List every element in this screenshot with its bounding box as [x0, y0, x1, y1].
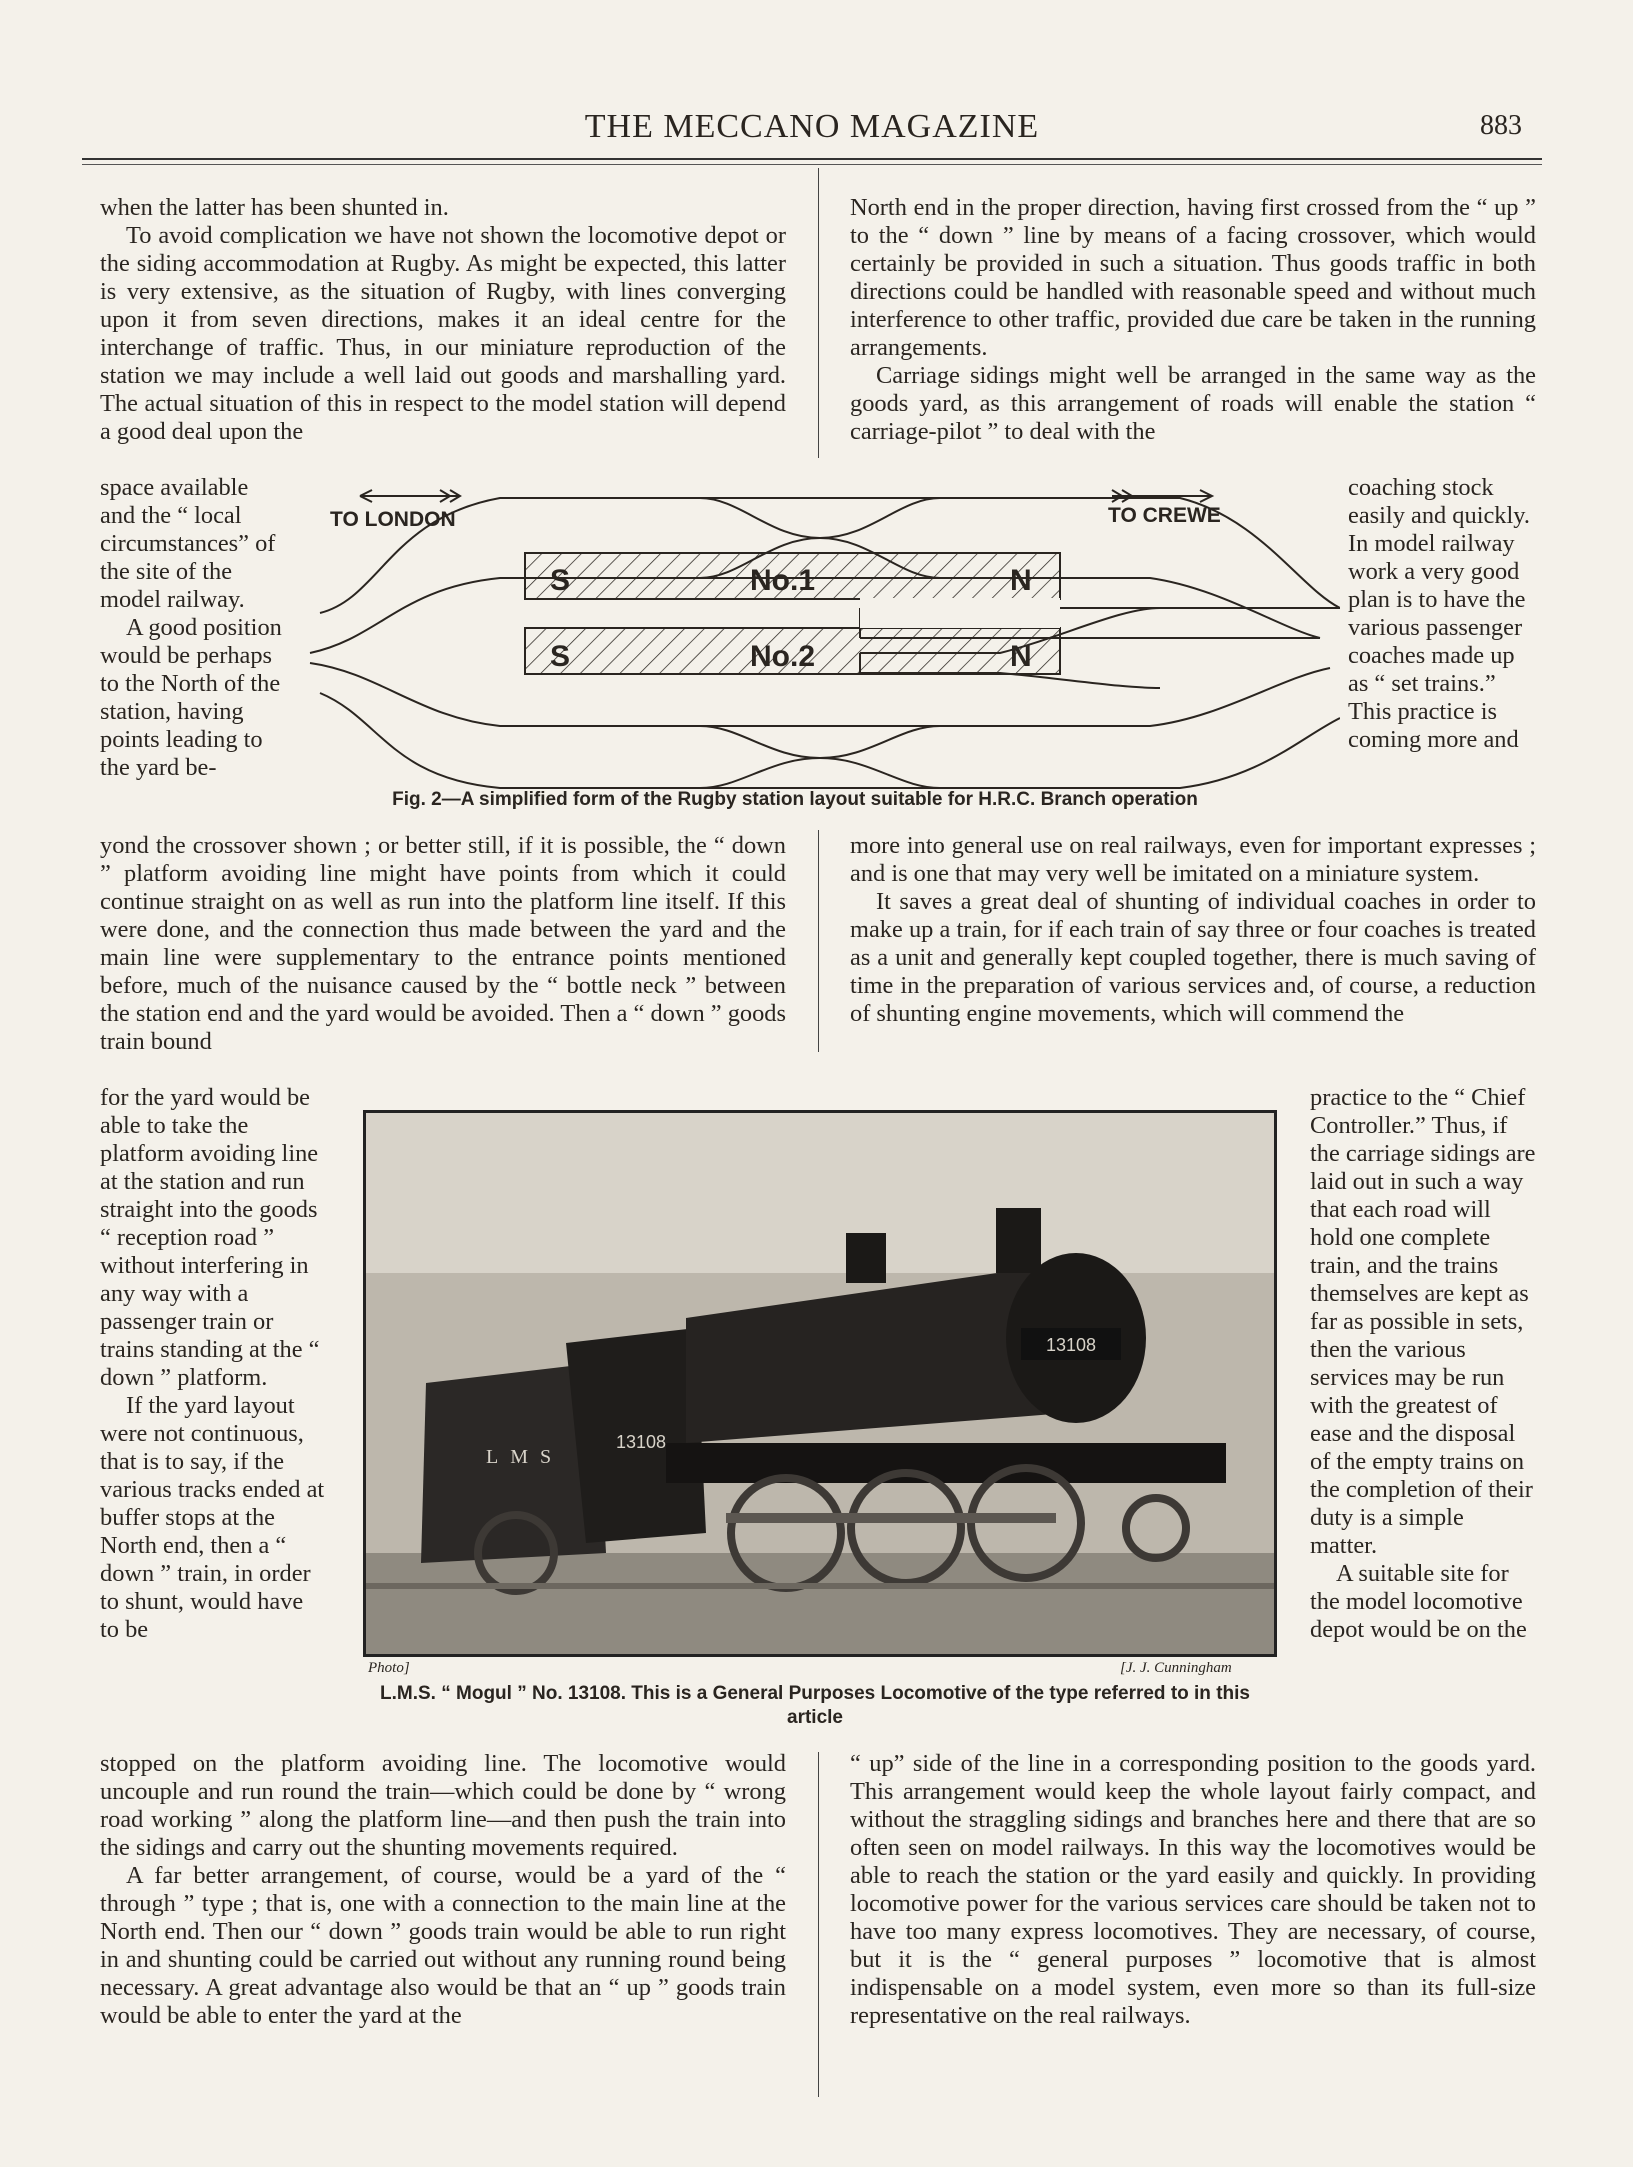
paragraph: If the yard layout were not continuous, that is to say, if the various tracks ended at buffer stops at the North end, then a “ down ” train, in order to shunt, would have to be — [100, 1392, 325, 1643]
paragraph: North end in the proper direction, having first crossed from the “ up ” to the “ down ” line by means of a facing crossover, which would certainly be provided in such a situation. Thus goods traffic in both directions could be handled with reasonable speed and without much interference to other traffic, provided due care be taken in the running arrangements. — [850, 194, 1536, 361]
cab-number: 13108 — [615, 1432, 667, 1452]
paragraph: practice to the “ Chief Controller.” Thus, if the carriage sidings are laid out in such a way that each road will hold one complete train, and the trains themselves are kept as far as possible in sets, then the various services may be run with the greatest of ease and the disposal of the empty trains on the completion of their duty is a simple matter. — [1310, 1084, 1536, 1559]
column-right-mid — [850, 832, 1536, 1028]
column-right-bottom — [850, 1750, 1536, 2030]
north-label-2: N — [1010, 640, 1032, 673]
figure-caption: Fig. 2—A simplified form of the Rugby station layout suitable for H.R.C. Branch operation — [392, 789, 1198, 810]
paragraph: Carriage sidings might well be arranged in the same way as the goods yard, as this arrangement of roads will enable the station “ carriage-pilot ” to deal with the — [850, 362, 1536, 445]
column-left-narrow-2 — [100, 1084, 326, 1644]
paragraph: stopped on the platform avoiding line. The locomotive would uncouple and run round the train—which could be done by “ wrong road working ” along the platform line—and then push the train into the sidings and carry out the shunting movements required. — [100, 1750, 786, 1861]
column-right-narrow-1 — [1348, 474, 1536, 754]
header-rule-thin — [82, 164, 1542, 165]
platform-1-label: No.1 — [750, 564, 816, 597]
column-left-mid — [100, 832, 786, 1056]
header-rule — [82, 158, 1542, 160]
column-divider-bottom — [818, 1752, 819, 2097]
paragraph: A good position would be perhaps to the North of the station, having points leading to the yard be- — [100, 614, 282, 781]
column-left-bottom — [100, 1750, 786, 2030]
paragraph: To avoid complication we have not shown the locomotive depot or the siding accommodation at Rugby. As might be expected, this latter is very extensive, as the situation of Rugby, with lines converging upon it from seven directions, makes it an ideal centre for the interchange of traffic. Thus, in our miniature reproduction of the station we may include a well laid out goods and marshalling yard. The actual situation of this in respect to the model station will depend a good deal upon the — [100, 222, 786, 445]
paragraph: A suitable site for the model locomotive depot would be on the — [1310, 1560, 1527, 1643]
south-label-1: S — [550, 564, 571, 597]
station-layout-diagram — [300, 478, 1340, 818]
paragraph: space available and the “ local circumstances” of the site of the model railway. — [100, 474, 276, 613]
south-label-2: S — [550, 640, 571, 673]
smokebox-number: 13108 — [1045, 1335, 1097, 1355]
paragraph: more into general use on real railways, even for important expresses ; and is one that may very well be imitated on a miniature system. — [850, 832, 1536, 887]
page-header — [82, 108, 1542, 152]
north-label-1: N — [1010, 564, 1032, 597]
magazine-title: THE MECCANO MAGAZINE — [584, 108, 1040, 145]
column-right-top — [850, 194, 1536, 446]
photo-credit-right: [J. J. Cunningham — [1120, 1660, 1232, 1676]
platform-2-label: No.2 — [750, 640, 816, 673]
paragraph: yond the crossover shown ; or better still, if it is possible, the “ down ” platform avoiding line might have points from which it could continue straight on as well as run into the platform line itself. If this were done, and the connection thus made between the yard and the main line were supplementary to the entrance points mentioned before, much of the nuisance caused by the “ bottle neck ” between the station end and the yard would be avoided. Then a “ down ” goods train bound — [100, 832, 786, 1055]
column-left-narrow-1 — [100, 474, 286, 782]
column-left-top — [100, 194, 786, 446]
tender-lettering: LMS — [486, 1446, 564, 1468]
photo-credit-left: Photo] — [368, 1660, 410, 1676]
paragraph: coaching stock easily and quickly. In model railway work a very good plan is to have the various passenger coaches made up as “ set trains.” This practice is coming more and — [1348, 474, 1530, 753]
page-number: 883 — [1480, 110, 1522, 141]
label-to-london: TO LONDON — [330, 508, 456, 531]
paragraph: It saves a great deal of shunting of individual coaches in order to make up a train, for if each train of say three or four coaches is treated as a unit and generally kept coupled together, there is much saving of time in the preparation of various services and, of course, a reduction of shunting engine movements, which will commend the — [850, 888, 1536, 1027]
paragraph: “ up” side of the line in a corresponding position to the goods yard. This arrangement would keep the whole layout fairly compact, and without the straggling sidings and branches here and there that are so often seen on model railways. In this way the locomotives would be able to reach the station or the yard easily and quickly. In providing locomotive power for the various services care should be taken not to have too many express locomotives. They are necessary, of course, but it is the “ general purposes ” locomotive that is almost indispensable on a model system, even more so than its full-size representative on the real railways. — [850, 1750, 1536, 2029]
label-to-crewe: TO CREWE — [1108, 504, 1221, 527]
paragraph: for the yard would be able to take the platform avoiding line at the station and run straight into the goods “ reception road ” without interfering in any way with a passenger train or trains standing at the “ down ” platform. — [100, 1084, 320, 1391]
column-right-narrow-2 — [1310, 1084, 1536, 1644]
column-divider-top — [818, 168, 819, 458]
photo-caption: L.M.S. “ Mogul ” No. 13108. This is a General Purposes Locomotive of the type referred to in this article — [380, 1683, 1250, 1728]
paragraph: when the latter has been shunted in. — [100, 194, 449, 221]
column-divider-mid — [818, 830, 819, 1052]
paragraph: A far better arrangement, of course, would be a yard of the “ through ” type ; that is, one with a connection to the main line at the North end. Then our “ down ” goods train would be able to run right in and shunting could be carried out without any running round being necessary. A great advantage also would be that an “ up ” goods train would be able to enter the yard at the — [100, 1862, 786, 2029]
locomotive-photo — [363, 1110, 1277, 1657]
